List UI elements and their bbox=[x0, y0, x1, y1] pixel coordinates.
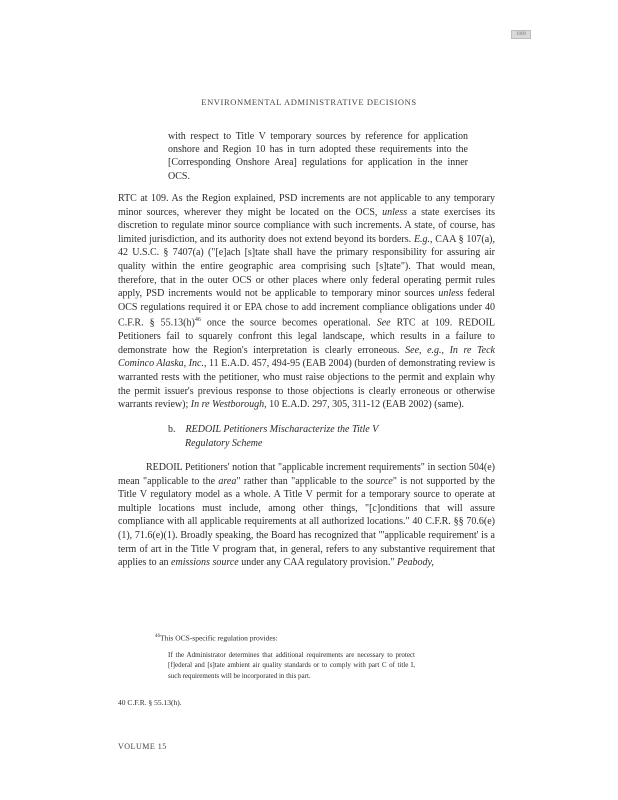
footnote-quote: If the Administrator determines that additional requirements are necessary to protect [f]ederal and [s]tate ambient air quality standards or to comply with part C of title I, such requirements will be incorporated in this part. bbox=[168, 651, 415, 680]
block-quote: with respect to Title V temporary sources by reference for application onshore and Region 10 has in turn adopted these requirements into the [Corresponding Onshore Area] regulations for application in the inner OCS. bbox=[168, 131, 468, 182]
body-paragraph-1: RTC at 109. As the Region explained, PSD increments are not applicable to any temporary minor sources, wherever they might be located on the OCS, unless a state exercises its discretion to regulate minor source compliance with such increments. A state, of course, has limited jurisdiction, and its authority does not extend beyond its borders. E.g., CAA § 107(a), 42 U.S.C. § 7407(a) ("[e]ach [s]tate shall have the primary responsibility for assuring air quality within the entire geographic area comprising such [s]tate"). That would mean, therefore, that in the outer OCS or other places where only federal operating permit rules apply, PSD increments would not be applicable to temporary minor sources unless federal OCS regulations required it or EPA chose to add increment compliance obligations under 40 C.F.R. § $55.13(h)^{46}$ once the source becomes operational. See RTC at 109. REDOIL Petitioners fail to squarely confront this legal landscape, which results in a failure to demonstrate how the Region's interpretation is clearly erroneous. See, e.g., In re Teck Cominco Alaska, Inc., 11 E.A.D. 457, 494-95 (EAB 2004) (burden of demonstrating review is warranted rests with the petitioner, who must raise objections to the permit and explain why the permit issuer's previous response to those objections is clearly erroneous or otherwise warrants review); In re Westborough, 10 E.A.D. 297, 305, 311-12 (EAB 2002) (same). bbox=[118, 193, 496, 411]
footnote-citation: 40 C.F.R. § 55.13(h). bbox=[118, 698, 182, 707]
body-paragraph-2: REDOIL Petitioners' notion that "applicable increment requirements" in section 504(e) mean "applicable to the area" rather than "applicable to the source" is not supported by the Title V regulatory model as a whole. A Title V permit for a temporary source to operate at multiple locations must include, among other things, "[c]onditions that will assure compliance with all applicable requirements at all authorized locations." 40 C.F.R. §§ 70.6(e)(1), 71.6(e)(1). Broadly speaking, the Board has recognized that "'applicable requirement' is a term of art in the Title V program that, in general, refers to any substantive requirement that applies to an emissions source under any CAA regulatory provision." Peabody, bbox=[118, 462, 495, 569]
footnote-ref: 46 bbox=[194, 317, 201, 324]
page-number: 1000 bbox=[511, 30, 531, 39]
section-heading: b. REDOIL Petitioners Mischaracterize the Title V Regulatory Scheme bbox=[168, 424, 379, 449]
volume-label: VOLUME 15 bbox=[118, 742, 167, 751]
running-head: ENVIRONMENTAL ADMINISTRATIVE DECISIONS bbox=[201, 97, 417, 107]
footnote-intro: $^{46}$This OCS-specific regulation provides: bbox=[155, 633, 278, 643]
